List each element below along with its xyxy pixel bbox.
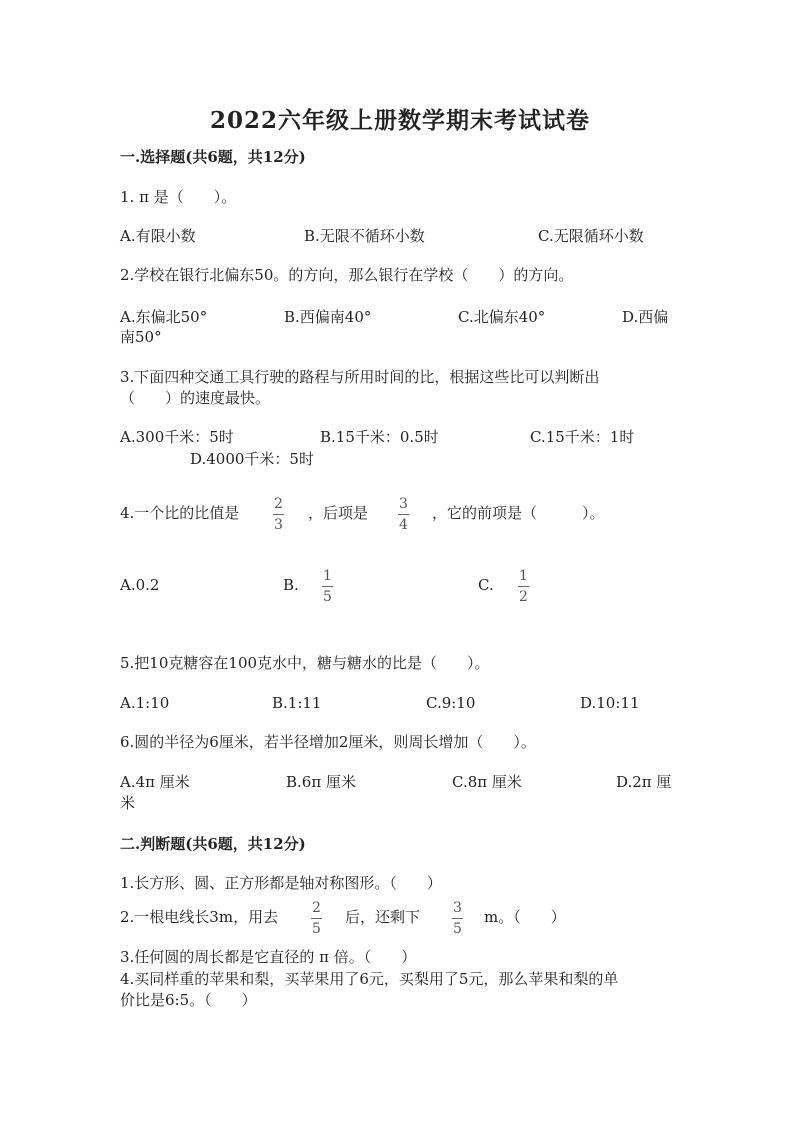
- q6-option-c: C.8π 厘米: [452, 773, 522, 791]
- section1-heading: 一.选择题(共6题，共12分): [120, 148, 306, 166]
- fraction-numerator: 3: [399, 496, 408, 512]
- q5-option-b: B.1:11: [272, 694, 322, 712]
- judge-q2-fraction-used: [311, 901, 322, 936]
- q5-option-d: D.10:11: [580, 694, 640, 712]
- q2-option-b: B.西偏南40°: [284, 308, 372, 326]
- q2-option-d: D.西偏: [622, 308, 669, 326]
- judge-q2-fraction-left: [452, 901, 463, 936]
- fraction-denominator: 5: [453, 921, 462, 937]
- q5-option-a: A.1:10: [120, 694, 170, 712]
- judge-q4: 4.买同样重的苹果和梨，买苹果用了6元，买梨用了5元，那么苹果和梨的单: [120, 970, 619, 988]
- judge-q4-continued: 价比是6:5。（ ）: [120, 991, 257, 1009]
- q3-stem-continued: （ ）的速度最快。: [120, 389, 271, 407]
- q6-stem: 6.圆的半径为6厘米，若半径增加2厘米，则周长增加（ ）。: [120, 733, 536, 751]
- q3-option-c: C.15千米：1时: [530, 428, 635, 446]
- q1-option-a: A.有限小数: [120, 227, 196, 245]
- fraction-denominator: 5: [323, 589, 332, 605]
- fraction-numerator: 1: [323, 568, 332, 584]
- fraction-bar: [518, 586, 529, 587]
- q4-fraction-term: [398, 497, 409, 532]
- fraction-denominator: 5: [312, 921, 321, 937]
- q6-option-a: A.4π 厘米: [120, 773, 190, 791]
- q1-option-b: B.无限不循环小数: [304, 227, 425, 245]
- fraction-denominator: 3: [274, 517, 283, 533]
- judge-q1: 1.长方形、圆、正方形都是轴对称图形。（ ）: [120, 874, 442, 892]
- fraction-numerator: 2: [312, 900, 321, 916]
- q4-option-c-fraction: [518, 569, 529, 604]
- q4-option-a: A.0.2: [120, 576, 160, 594]
- q6-option-d: D.2π 厘: [616, 773, 672, 791]
- q3-stem: 3.下面四种交通工具行驶的路程与所用时间的比，根据这些比可以判断出: [120, 368, 600, 386]
- q4-stem-middle: ，后项是: [308, 504, 369, 522]
- fraction-bar: [452, 918, 463, 919]
- fraction-denominator: 2: [519, 589, 528, 605]
- q4-option-b-label: B.: [283, 576, 299, 594]
- fraction-bar: [398, 514, 409, 515]
- q4-option-c-label: C.: [478, 576, 494, 594]
- q5-stem: 5.把10克糖容在100克水中，糖与糖水的比是（ ）。: [120, 654, 490, 672]
- q1-option-c: C.无限循环小数: [538, 227, 644, 245]
- judge-q2-suffix: m。（ ）: [484, 908, 566, 926]
- q6-option-d-continued: 米: [120, 794, 136, 812]
- q3-option-b: B.15千米：0.5时: [320, 428, 439, 446]
- section2-heading: 二.判断题(共6题，共12分): [120, 835, 306, 853]
- fraction-bar: [273, 514, 284, 515]
- judge-q2-middle: 后，还剩下: [345, 908, 421, 926]
- fraction-bar: [322, 586, 333, 587]
- q2-stem: 2.学校在银行北偏东50。的方向，那么银行在学校（ ）的方向。: [120, 266, 574, 284]
- q5-option-c: C.9:10: [426, 694, 476, 712]
- fraction-numerator: 1: [519, 568, 528, 584]
- fraction-bar: [311, 918, 322, 919]
- q1-stem: 1. π 是（ ）。: [120, 188, 237, 206]
- judge-q3: 3.任何圆的周长都是它直径的 π 倍。（ ）: [120, 948, 417, 966]
- judge-q2-prefix: 2.一根电线长3m，用去: [120, 908, 279, 926]
- q3-option-d: D.4000千米：5时: [190, 450, 314, 468]
- q2-option-a: A.东偏北50°: [120, 308, 208, 326]
- page-title: 2022六年级上册数学期末考试试卷: [209, 107, 590, 134]
- q4-stem-prefix: 4.一个比的比值是: [120, 504, 240, 522]
- fraction-numerator: 2: [274, 496, 283, 512]
- q4-stem-suffix: ，它的前项是（ ）。: [432, 504, 605, 522]
- q4-fraction-ratio: [273, 497, 284, 532]
- fraction-numerator: 3: [453, 900, 462, 916]
- q4-option-b-fraction: [322, 569, 333, 604]
- q6-option-b: B.6π 厘米: [286, 773, 356, 791]
- q3-option-a: A.300千米：5时: [120, 428, 234, 446]
- q2-option-c: C.北偏东40°: [458, 308, 546, 326]
- q2-option-d-continued: 南50°: [120, 328, 162, 346]
- fraction-denominator: 4: [399, 517, 408, 533]
